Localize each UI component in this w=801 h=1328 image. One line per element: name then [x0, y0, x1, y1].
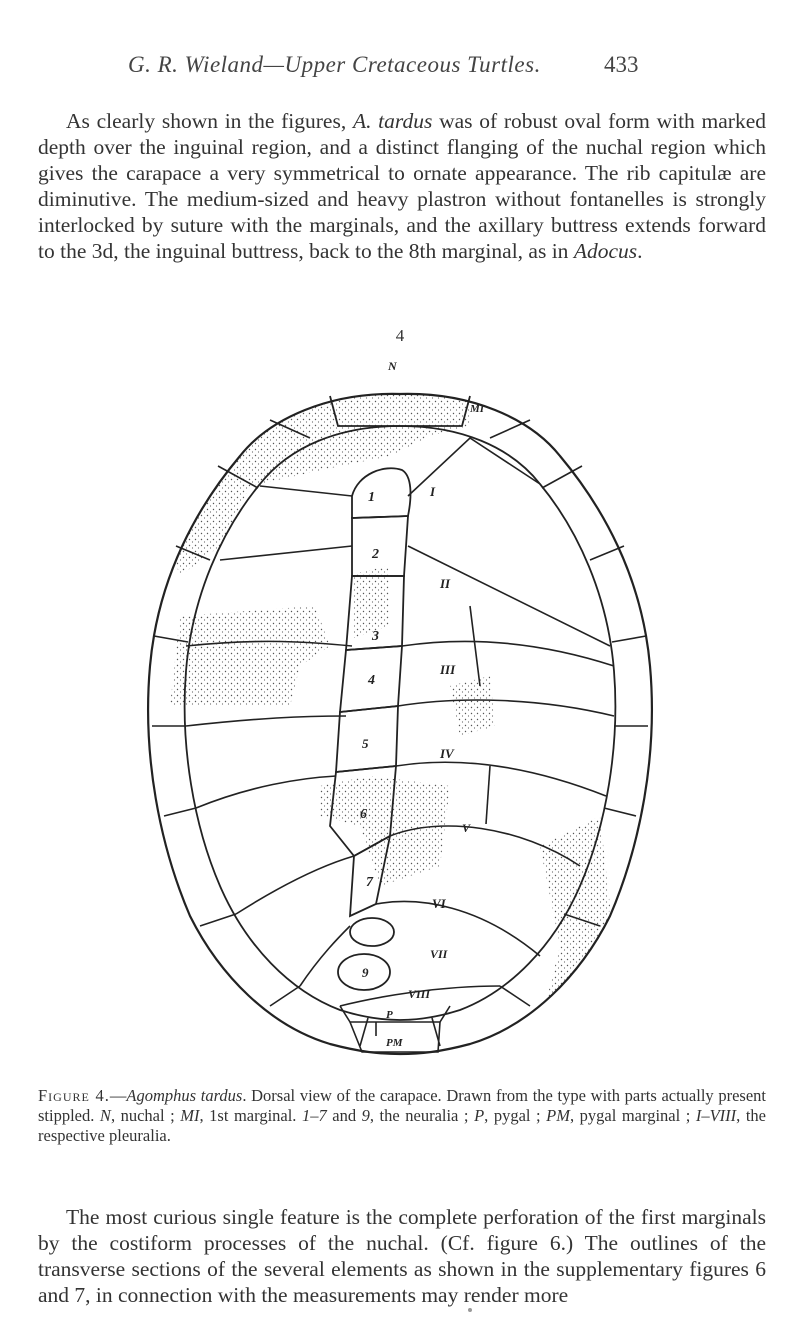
- label-pleural-V: V: [462, 821, 471, 835]
- label-neural-9: 9: [362, 965, 369, 980]
- label-pleural-VII: VII: [430, 947, 448, 961]
- paragraph-1-text-b: was of robust oval form with marked depth over the inguinal region, and a distinct flanging of the nuchal region which gives the carapace a very symmetrical to ornate appearance. The rib capitulæ are diminutive. The medium-sized and heavy plastron without fontanelles is strongly interlocked by suture with the marginals, and the axillary buttress extends forward to the 3d, the inguinal buttress, back to the 8th marginal, as in: [38, 108, 767, 263]
- label-pleural-III: III: [440, 662, 456, 677]
- label-pleural-IV: IV: [440, 746, 454, 761]
- label-pleural-II: II: [440, 576, 451, 591]
- body-paragraph-1: [38, 108, 766, 264]
- label-neural-4: 4: [368, 673, 375, 688]
- label-neural-2: 2: [372, 547, 379, 562]
- pleural-sutures: [186, 438, 614, 1006]
- label-neural-1: 1: [368, 490, 375, 505]
- figure-caption: [38, 1086, 766, 1146]
- caption-abbr-p: P: [474, 1105, 485, 1125]
- caption-text-1: . Dorsal view of the carapace. Drawn from the type with parts actually present stippled.: [38, 1085, 766, 1125]
- caption-text-7: , pygal marginal ;: [569, 1105, 696, 1125]
- caption-text-3: , 1st marginal.: [199, 1105, 302, 1125]
- label-pygal: P: [386, 1009, 393, 1021]
- page-mark: [468, 1308, 472, 1312]
- figure-number: 4: [395, 326, 405, 345]
- marginal-border: [185, 426, 616, 1020]
- caption-text-4: and: [326, 1105, 362, 1125]
- caption-label: Figure 4.: [38, 1085, 110, 1105]
- running-head-title: G. R. Wieland—Upper Cretaceous Turtles.: [128, 52, 541, 77]
- label-neural-3: 3: [372, 629, 379, 644]
- caption-range-neuralia: 1–7: [301, 1105, 327, 1125]
- caption-range-pleuralia: I–VIII: [695, 1105, 737, 1125]
- body-paragraph-2: The most curious single feature is the complete perforation of the first marginals by the costiform processes of the nuchal. (Cf. figure 6.) The outlines of the transverse sections of the several elements as shown in the supplementary figures 6 and 7, in connection with the measurements may render more: [38, 1204, 766, 1307]
- carapace-figure: [140, 346, 660, 1066]
- label-pygal-marginal: PM: [386, 1037, 403, 1049]
- caption-neural-9: 9: [361, 1105, 370, 1125]
- label-first-marginal: MI: [470, 403, 485, 415]
- label-pleural-VIII: VIII: [408, 987, 431, 1001]
- caption-text-5: , the neuralia ;: [369, 1105, 475, 1125]
- label-neural-5: 5: [362, 736, 369, 751]
- caption-dash: —: [109, 1085, 127, 1105]
- species-name: A. tardus: [352, 108, 433, 133]
- caption-species: Agomphus tardus: [126, 1085, 243, 1105]
- paragraph-1-text-c: .: [637, 238, 643, 263]
- page-number: 433: [604, 52, 639, 77]
- label-pleural-VI: VI: [432, 896, 446, 911]
- caption-abbr-n: N: [99, 1105, 111, 1125]
- caption-text-2: , nuchal ;: [110, 1105, 181, 1125]
- caption-abbr-pm: PM: [546, 1105, 570, 1125]
- label-neural-7: 7: [366, 875, 373, 890]
- genus-name: Adocus: [573, 238, 638, 263]
- label-pleural-I: I: [430, 484, 436, 499]
- paragraph-1-text-a: As clearly shown in the figures,: [66, 108, 353, 133]
- caption-text-8: , the respective pleuralia.: [38, 1105, 766, 1145]
- label-nuchal: N: [388, 359, 397, 373]
- caption-abbr-mi: MI: [180, 1105, 200, 1125]
- label-neural-6: 6: [360, 807, 367, 822]
- caption-text-6: , pygal ;: [484, 1105, 547, 1125]
